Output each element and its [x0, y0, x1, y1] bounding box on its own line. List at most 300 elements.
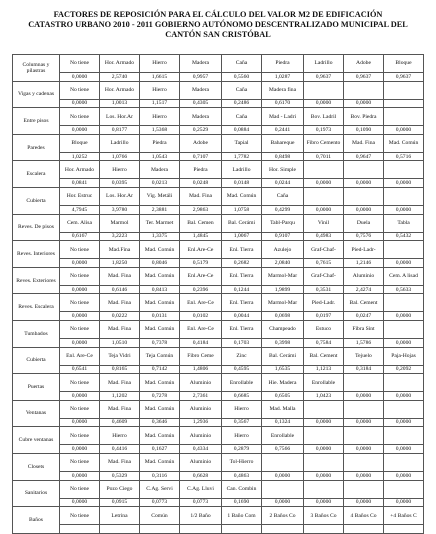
material-name-cell: Mad - Ladri [262, 108, 304, 126]
factor-value-cell: 0,2092 [384, 365, 424, 374]
material-name-cell [304, 480, 344, 498]
factor-value-cell: 0,4299 [262, 205, 304, 214]
material-name-cell: Hierro [222, 400, 262, 418]
material-name-cell: Tabl-Parqu [262, 214, 304, 232]
factor-value-cell: 0,0131 [140, 312, 180, 321]
material-name-cell: Bal. Cerámi [262, 347, 304, 365]
factor-value-cell: 0,0000 [384, 498, 424, 507]
table-row-names [13, 320, 424, 338]
factor-value-cell: 0,1627 [140, 445, 180, 454]
factor-value-cell: 0,5179 [180, 259, 222, 268]
material-name-cell: Aluminio [180, 427, 222, 445]
material-name-cell: Mad. Común [140, 453, 180, 471]
factor-value-cell [140, 525, 180, 534]
factor-value-cell: 0,4416 [100, 445, 140, 454]
material-name-cell: Aluminio [344, 267, 384, 285]
factor-value-cell: 0,1324 [262, 418, 304, 427]
table-row-names [13, 55, 424, 73]
table-row-values [13, 525, 424, 534]
factor-value-cell: 0,6146 [100, 285, 140, 294]
material-name-cell: Fibra Sint [344, 320, 384, 338]
factor-value-cell: 0,7142 [140, 365, 180, 374]
material-name-cell: Enrollable [304, 374, 344, 392]
material-name-cell: Mad. Común [384, 134, 424, 152]
table-row-values [13, 73, 424, 82]
factor-value-cell: 1,0766 [100, 152, 140, 161]
row-label: Cubierta [13, 187, 60, 214]
reposition-factors-table [12, 54, 424, 534]
material-name-cell: Caña [222, 108, 262, 126]
factor-value-cell: 2,4274 [344, 285, 384, 294]
factor-value-cell: 0,2879 [222, 445, 262, 454]
material-name-cell: Mad. Común [140, 294, 180, 312]
factor-value-cell: 0,0000 [60, 445, 100, 454]
factor-value-cell: 0,1090 [344, 126, 384, 135]
row-label: Reves. De pisos [13, 214, 60, 241]
material-name-cell: Mad. Común [140, 241, 180, 259]
table-row-names [13, 507, 424, 525]
material-name-cell: Aluminio [180, 374, 222, 392]
material-name-cell: 1/2 Baño [180, 507, 222, 525]
material-name-cell [262, 480, 304, 498]
material-name-cell: Hierro [100, 161, 140, 179]
factor-value-cell: 0,0000 [344, 205, 384, 214]
factor-value-cell: 0,9647 [344, 152, 384, 161]
material-name-cell: Bov. Ladril [304, 108, 344, 126]
material-name-cell: Mad. Fina [100, 453, 140, 471]
factor-value-cell: 0,1690 [222, 498, 262, 507]
factor-value-cell: 0,0000 [262, 498, 304, 507]
material-name-cell: Fibro Ceme [180, 347, 222, 365]
factor-value-cell: 1,8250 [100, 259, 140, 268]
material-name-cell: Caña [262, 187, 304, 205]
material-name-cell: Vinil [304, 214, 344, 232]
material-name-cell: Pied-Ladr- [344, 241, 384, 259]
material-name-cell: Marmol [100, 214, 140, 232]
material-name-cell: Bal. Cement [304, 347, 344, 365]
material-name-cell: Ter. Marmet [140, 214, 180, 232]
material-name-cell [344, 400, 384, 418]
table-row-values [13, 312, 424, 321]
material-name-cell [384, 108, 424, 126]
factor-value-cell: 0,5432 [384, 232, 424, 241]
factor-value-cell: 0,4983 [304, 232, 344, 241]
material-name-cell: Madera [140, 161, 180, 179]
material-name-cell [344, 374, 384, 392]
material-name-cell: Pozo Ciego [100, 480, 140, 498]
material-name-cell [262, 453, 304, 471]
factor-value-cell: 2,3881 [140, 205, 180, 214]
table-row-values [13, 232, 424, 241]
factor-value-cell: 0,0000 [384, 179, 424, 188]
material-name-cell [304, 187, 344, 205]
material-name-cell: Graf-Chaf- [304, 241, 344, 259]
factor-value-cell: 0,0000 [384, 205, 424, 214]
factor-value-cell: 0,0000 [344, 498, 384, 507]
factor-value-cell: 1,0423 [304, 392, 344, 401]
material-name-cell: Mad. Fina [100, 374, 140, 392]
factor-value-cell: 0,2396 [180, 285, 222, 294]
factor-value-cell: 0,0395 [100, 179, 140, 188]
row-label: Ventanas [13, 400, 60, 427]
material-name-cell [384, 320, 424, 338]
material-name-cell [304, 427, 344, 445]
material-name-cell: Hierro [222, 427, 262, 445]
material-name-cell: Mad. Común [140, 320, 180, 338]
material-name-cell: Mad. Común [140, 267, 180, 285]
material-name-cell: Tapial [222, 134, 262, 152]
factor-value-cell: 0,3184 [344, 365, 384, 374]
table-row-values [13, 126, 424, 135]
material-name-cell: Aluminio [180, 453, 222, 471]
factor-value-cell: 0,0000 [384, 312, 424, 321]
factor-value-cell: 1,6535 [262, 365, 304, 374]
factor-value-cell: 3,2223 [100, 232, 140, 241]
material-name-cell [344, 480, 384, 498]
row-label: Columnas y pilastras [13, 55, 60, 82]
material-name-cell: Pied-Ladr. [304, 294, 344, 312]
material-name-cell: Bal. Cement [344, 294, 384, 312]
factor-value-cell: 0,1244 [222, 285, 262, 294]
material-name-cell: No tiene [60, 374, 100, 392]
title-line-3: CANTÓN SAN CRISTÓBAL [165, 30, 271, 39]
material-name-cell [344, 81, 384, 99]
material-name-cell: Aluminio [180, 400, 222, 418]
factor-value-cell: 0,0000 [384, 471, 424, 480]
material-name-cell: Piedra [180, 161, 222, 179]
row-label: Reves. Interiores [13, 241, 60, 268]
factor-value-cell: 0,0148 [222, 179, 262, 188]
factor-value-cell: 0,7584 [304, 338, 344, 347]
factor-value-cell: 0,3531 [304, 285, 344, 294]
material-name-cell: Hor. Armado [60, 161, 100, 179]
material-name-cell: Enl. Tierra [222, 294, 262, 312]
factor-value-cell: 1,4806 [180, 365, 222, 374]
material-name-cell: Teja Común [140, 347, 180, 365]
factor-value-cell: 0,6628 [180, 471, 222, 480]
factor-value-cell: 0,0197 [304, 312, 344, 321]
table-row-values [13, 338, 424, 347]
material-name-cell: Duela [344, 214, 384, 232]
factor-value-cell: 0,0044 [222, 312, 262, 321]
factor-value-cell: 0,7566 [262, 445, 304, 454]
material-name-cell: No tiene [60, 400, 100, 418]
factor-value-cell: 0,0102 [180, 312, 222, 321]
row-label: Cubierta [13, 347, 60, 374]
factor-value-cell: 1,2146 [344, 259, 384, 268]
material-name-cell [384, 161, 424, 179]
factor-value-cell: 0,0000 [60, 471, 100, 480]
factor-value-cell: 1,2936 [180, 418, 222, 427]
material-name-cell: Marmol-Mar [262, 294, 304, 312]
material-name-cell: No tiene [60, 453, 100, 471]
factor-value-cell: 0,6541 [60, 365, 100, 374]
row-label: Puertas [13, 374, 60, 401]
material-name-cell: Los. Hor.Ar [100, 108, 140, 126]
factor-value-cell: 0,0000 [304, 445, 344, 454]
material-name-cell: Los. Hor.Ar [100, 187, 140, 205]
material-name-cell [344, 453, 384, 471]
factor-value-cell: 0,8046 [140, 259, 180, 268]
material-name-cell [384, 187, 424, 205]
material-name-cell: +4 Baños C [384, 507, 424, 525]
row-label: Tumbados [13, 320, 60, 347]
factor-value-cell: 3,9780 [100, 205, 140, 214]
material-name-cell: Hor. Estruc [60, 187, 100, 205]
factor-value-cell [180, 525, 222, 534]
factor-value-cell: 0,4334 [180, 445, 222, 454]
factor-value-cell: 0,2486 [222, 99, 262, 108]
table-row-names [13, 267, 424, 285]
factor-value-cell: 0,8177 [100, 126, 140, 135]
factor-value-cell: 0,0884 [222, 126, 262, 135]
material-name-cell: Caña [222, 81, 262, 99]
material-name-cell: No tiene [60, 427, 100, 445]
material-name-cell [344, 427, 384, 445]
factor-value-cell: 0,6685 [222, 392, 262, 401]
factor-value-cell: 0,7576 [344, 232, 384, 241]
factor-value-cell: 0,0222 [100, 312, 140, 321]
material-name-cell: Vig. Metáli [140, 187, 180, 205]
material-name-cell: Tabla [384, 214, 424, 232]
material-name-cell: Bloque [60, 134, 100, 152]
material-name-cell: Mad. Fina [180, 187, 222, 205]
material-name-cell: Teja Vidri [100, 347, 140, 365]
factor-value-cell [384, 99, 424, 108]
factor-value-cell [262, 525, 304, 534]
material-name-cell: Estuco [304, 320, 344, 338]
material-name-cell: Mad. Común [140, 400, 180, 418]
factor-value-cell: 0,0000 [384, 126, 424, 135]
factor-value-cell: 0,9637 [384, 73, 424, 82]
table-row-values [13, 99, 424, 108]
factor-value-cell: 1,1517 [140, 99, 180, 108]
material-name-cell: Hierro [140, 108, 180, 126]
table-row-values [13, 445, 424, 454]
material-name-cell: No tiene [60, 267, 100, 285]
factor-value-cell: 0,0000 [60, 392, 100, 401]
material-name-cell: Cem. A lisad [384, 267, 424, 285]
material-name-cell [304, 161, 344, 179]
factor-value-cell: 0,0000 [60, 73, 100, 82]
material-name-cell: C.Ag. Servi [140, 480, 180, 498]
factor-value-cell: 2,7361 [180, 392, 222, 401]
factor-value-cell: 0,5633 [384, 285, 424, 294]
material-name-cell: Enl.Are-Ce [180, 267, 222, 285]
table-row-values [13, 205, 424, 214]
material-name-cell: Hierro [100, 427, 140, 445]
material-name-cell: Bahareque [262, 134, 304, 152]
factor-value-cell: 0,0244 [262, 179, 304, 188]
row-label: Sanitarios [13, 480, 60, 507]
factor-value-cell: 0,3116 [140, 471, 180, 480]
factor-value-cell [222, 525, 262, 534]
material-name-cell [384, 374, 424, 392]
table-row-values [13, 179, 424, 188]
factor-value-cell: 0,0000 [384, 418, 424, 427]
material-name-cell: Mad. Fina [100, 400, 140, 418]
table-row-values [13, 471, 424, 480]
material-name-cell: Mad. Fina [344, 134, 384, 152]
table-row-names [13, 453, 424, 471]
factor-value-cell: 0,0000 [384, 338, 424, 347]
factor-value-cell: 0,1703 [222, 338, 262, 347]
material-name-cell: Hie. Madera [262, 374, 304, 392]
material-name-cell: Tol-Hierro [222, 453, 262, 471]
factor-value-cell: 0,0000 [344, 392, 384, 401]
factor-value-cell: 0,5329 [100, 471, 140, 480]
table-row-values [13, 365, 424, 374]
material-name-cell: Mad. Fina [100, 267, 140, 285]
material-name-cell: Ladrillo [100, 134, 140, 152]
factor-value-cell: 0,2529 [180, 126, 222, 135]
row-label: Reves. Exteriores [13, 267, 60, 294]
factor-value-cell: 0,0000 [262, 471, 304, 480]
factor-value-cell: 0,0915 [100, 498, 140, 507]
material-name-cell: Enl. Tierra [222, 241, 262, 259]
factor-value-cell: 0,0000 [344, 99, 384, 108]
factor-value-cell: 0,0000 [60, 99, 100, 108]
factor-value-cell: 2,5740 [100, 73, 140, 82]
factor-value-cell: 0,9957 [180, 73, 222, 82]
material-name-cell [304, 453, 344, 471]
factor-value-cell: 0,7278 [140, 392, 180, 401]
factor-value-cell: 0,0000 [344, 471, 384, 480]
factor-value-cell: 1,5786 [344, 338, 384, 347]
factor-value-cell: 0,6167 [60, 232, 100, 241]
factor-value-cell: 2,9863 [180, 205, 222, 214]
factor-value-cell: 0,0000 [60, 126, 100, 135]
material-name-cell: Enl. Are-Ce [180, 294, 222, 312]
factor-value-cell: 0,0000 [344, 179, 384, 188]
factor-value-cell: 0,4863 [222, 471, 262, 480]
material-name-cell [384, 241, 424, 259]
material-name-cell: Can. Combin [222, 480, 262, 498]
material-name-cell: Ladrillo [222, 161, 262, 179]
factor-value-cell: 1,1202 [100, 392, 140, 401]
material-name-cell: No tiene [60, 108, 100, 126]
factor-value-cell: 0,0000 [304, 99, 344, 108]
material-name-cell: Mad. Malla [262, 400, 304, 418]
factor-value-cell: 1,3375 [140, 232, 180, 241]
factor-value-cell: 0,3998 [262, 338, 304, 347]
table-row-names [13, 134, 424, 152]
material-name-cell [344, 187, 384, 205]
factor-value-cell: 0,6505 [262, 392, 304, 401]
factor-value-cell: 1,7782 [222, 152, 262, 161]
table-row-names [13, 241, 424, 259]
material-name-cell: 4 Baños Co [344, 507, 384, 525]
factor-value-cell [384, 525, 424, 534]
material-name-cell: Graf-Chaf- [304, 267, 344, 285]
factor-value-cell: 0,0000 [384, 445, 424, 454]
table-row-values [13, 152, 424, 161]
material-name-cell: Enl.Are-Ce [180, 241, 222, 259]
material-name-cell: No tiene [60, 507, 100, 525]
factor-value-cell: 0,0213 [140, 179, 180, 188]
material-name-cell: Champeado [262, 320, 304, 338]
table-row-names [13, 374, 424, 392]
factor-value-cell: 0,7378 [140, 338, 180, 347]
factor-value-cell: 0,5716 [384, 152, 424, 161]
table-row-values [13, 392, 424, 401]
material-name-cell: Zinc [222, 347, 262, 365]
material-name-cell: Bal. Cemen [180, 214, 222, 232]
factor-value-cell: 0,2441 [262, 126, 304, 135]
material-name-cell: Mad. Común [222, 187, 262, 205]
factor-value-cell: 0,8413 [140, 285, 180, 294]
table-row-values [13, 418, 424, 427]
factor-value-cell: 0,0773 [180, 498, 222, 507]
material-name-cell: Azulejo [262, 241, 304, 259]
material-name-cell: Mad.Fina [100, 241, 140, 259]
material-name-cell: Paja-Hojas [384, 347, 424, 365]
document-title [0, 10, 436, 40]
table-row-names [13, 108, 424, 126]
factor-value-cell: 0,0841 [60, 179, 100, 188]
factor-value-cell: 1,9899 [262, 285, 304, 294]
factor-value-cell: 0,0000 [60, 312, 100, 321]
material-name-cell: Adobe [180, 134, 222, 152]
row-label: Reves. Escalera [13, 294, 60, 321]
material-name-cell: Bloque [384, 55, 424, 73]
material-name-cell: No tiene [60, 55, 100, 73]
material-name-cell [384, 81, 424, 99]
material-name-cell: Caña [222, 55, 262, 73]
material-name-cell: No tiene [60, 320, 100, 338]
material-name-cell: Mad. Fina [100, 294, 140, 312]
material-name-cell: Bov. Piedra [344, 108, 384, 126]
material-name-cell: 1 Baño Com [222, 507, 262, 525]
material-name-cell [384, 427, 424, 445]
factor-value-cell: 0,0247 [344, 312, 384, 321]
material-name-cell [384, 453, 424, 471]
material-name-cell: C.Ag. Lluvi [180, 480, 222, 498]
factor-value-cell: 0,8165 [100, 365, 140, 374]
factor-value-cell: 0,0000 [384, 259, 424, 268]
factor-value-cell: 0,0000 [304, 498, 344, 507]
factor-value-cell: 1,4845 [180, 232, 222, 241]
title-line-2: CATASTRO URBANO 2010 - 2011 GOBIERNO AUTÓNOMO DESCENTRALIZADO MUNICIPAL DEL [28, 20, 408, 29]
material-name-cell: Piedra [262, 55, 304, 73]
factor-value-cell: 0,0000 [60, 285, 100, 294]
factor-value-cell: 0,4305 [180, 99, 222, 108]
material-name-cell: Tejuelo [344, 347, 384, 365]
material-name-cell: Mad. Fina [100, 320, 140, 338]
factor-value-cell: 0,0000 [304, 418, 344, 427]
factor-value-cell: 0,0000 [60, 418, 100, 427]
material-name-cell: Mad. Común [140, 374, 180, 392]
table-row-names [13, 161, 424, 179]
factor-value-cell: 0,9107 [262, 232, 304, 241]
table-row-names [13, 214, 424, 232]
factor-value-cell [304, 525, 344, 534]
material-name-cell: Enl. Are-Ce [60, 347, 100, 365]
factor-value-cell: 0,7011 [304, 152, 344, 161]
factor-value-cell: 1,6615 [140, 73, 180, 82]
material-name-cell: Enrollable [222, 374, 262, 392]
material-name-cell: Madera fina [262, 81, 304, 99]
material-name-cell: Piedra [140, 134, 180, 152]
factor-value-cell [100, 525, 140, 534]
material-name-cell: 2 Baños Co [262, 507, 304, 525]
factor-value-cell: 0,0000 [344, 445, 384, 454]
table-row-names [13, 427, 424, 445]
factor-value-cell: 4,7945 [60, 205, 100, 214]
material-name-cell: Cem. Alisa [60, 214, 100, 232]
factor-value-cell: 1,5368 [140, 126, 180, 135]
factor-value-cell: 0,0000 [384, 392, 424, 401]
